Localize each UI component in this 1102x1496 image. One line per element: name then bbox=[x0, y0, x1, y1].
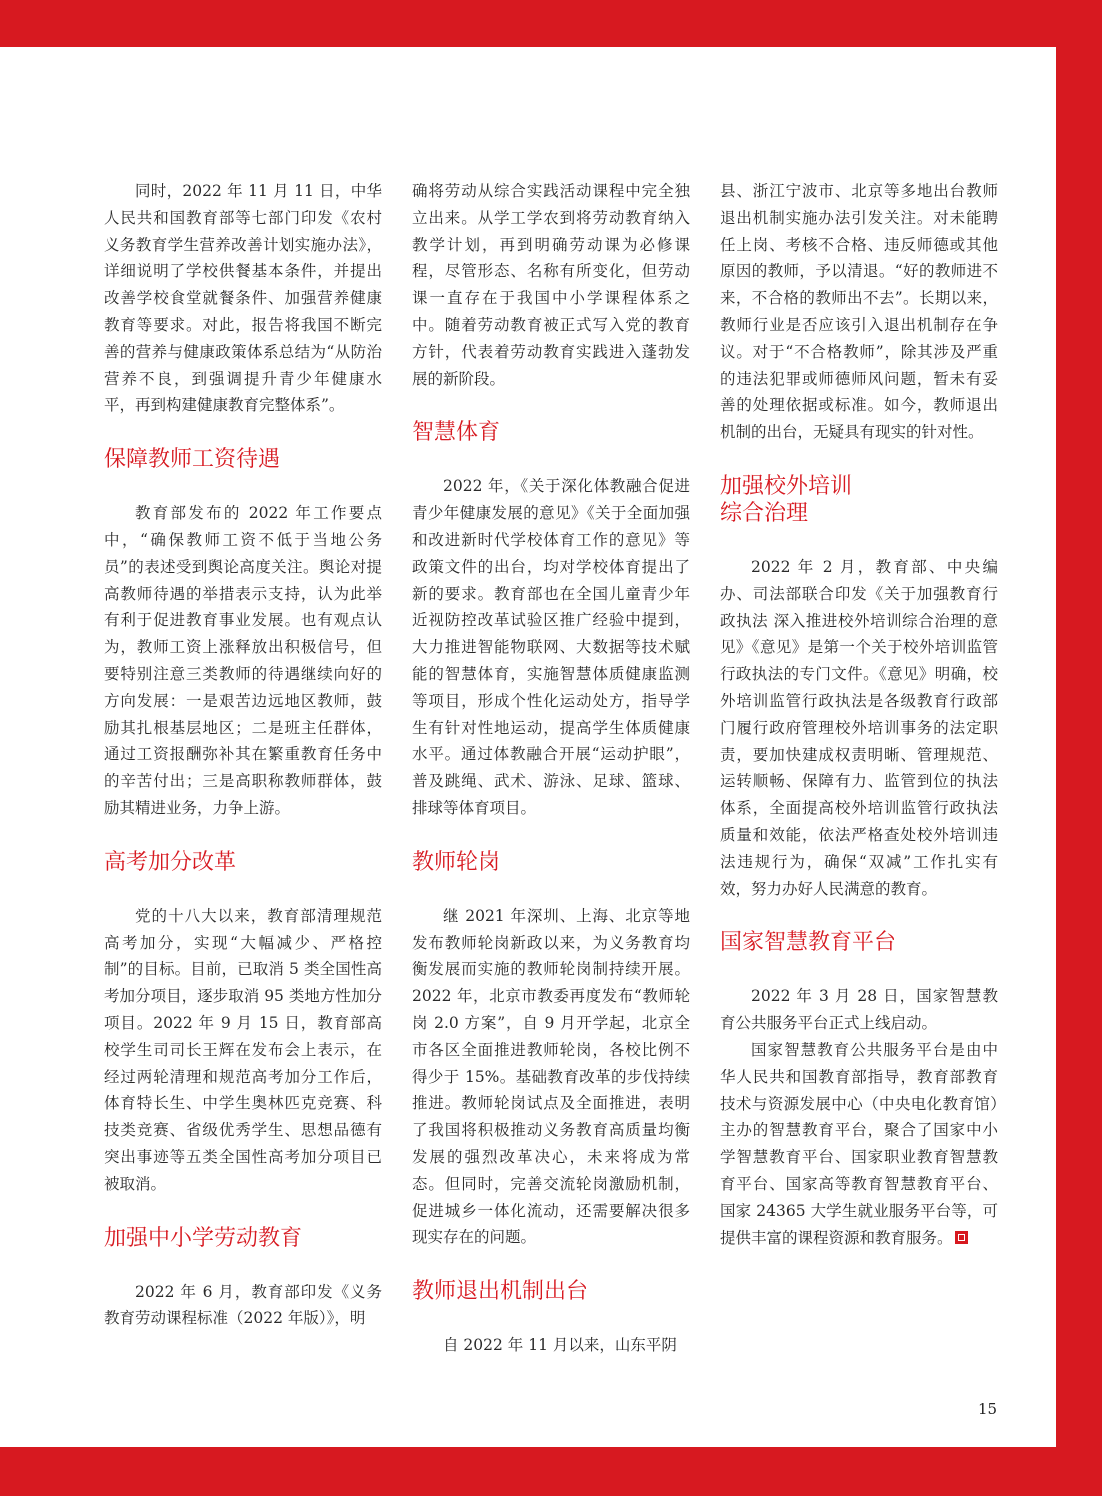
paragraph-platform-launch: 2022 年 3 月 28 日，国家智慧教育公共服务平台正式上线启动。 bbox=[720, 987, 998, 1033]
platform-description-text: 国家智慧教育公共服务平台是由中华人民共和国教育部指导，教育部教育技术与资源发展中心（中央电化教育馆）主办的智慧教育平台，聚合了国家中小学智慧教育平台、国家职业教育智慧教育平台、国家高等教育智慧教育平台、国家 24365 大学生就业服务平台等，可提供丰富的课程资源和教育服务。 bbox=[720, 1040, 998, 1247]
paragraph-platform-description bbox=[720, 1037, 998, 1251]
heading-offcampus-training-line2: 综合治理 bbox=[720, 500, 809, 526]
paragraph-labor-education: 2022 年 6 月，教育部印发《义务教育劳动课程标准（2022 年版）》，明 bbox=[104, 1282, 382, 1328]
page-number: 15 bbox=[978, 1400, 998, 1418]
heading-offcampus-training-line1: 加强校外培训 bbox=[720, 473, 853, 499]
heading-gaokao-reform: 高考加分改革 bbox=[104, 849, 237, 875]
paragraph-teacher-exit: 自 2022 年 11 月以来，山东平阴 bbox=[443, 1336, 677, 1355]
paragraph-nutrition: 同时，2022 年 11 月 11 日，中华人民共和国教育部等七部门印发《农村义务教育学生营养改善计划实施办法》，详细说明了学校供餐基本条件，并提出改善学校食堂就餐条件、加强营养健康教育等要求。对此，报告将我国不断完善的营养与健康政策体系总结为“从防治营养不良，到强调提升青少年健康水平，再到构建健康教育完整体系”。 bbox=[104, 182, 382, 415]
column-3 bbox=[720, 178, 998, 1251]
paragraph-labor-continued: 确将劳动从综合实践活动课程中完全独立出来。从学工学农到将劳动教育纳入教学计划，再到明确劳动课为必修课程，尽管形态、名称有所变化，但劳动课一直存在于我国中小学课程体系之中。随着劳动教育被正式写入党的教育方针，代表着劳动教育实践进入蓬勃发展的新阶段。 bbox=[412, 182, 690, 388]
page bbox=[0, 47, 1056, 1447]
column-1 bbox=[104, 178, 382, 1332]
paragraph-smart-sports: 2022 年，《关于深化体教融合促进青少年健康发展的意见》《关于全面加强和改进新时代学校体育工作的意见》等政策文件的出台，均对学校体育提出了新的要求。教育部也在全国儿童青少年近视防控改革试验区推广经验中提到，大力推进智能物联网、大数据等技术赋能的智慧体育，实施智慧体质健康监测等项目，形成个性化运动处方，指导学生有针对性地运动，提高学生体质健康水平。通过体教融合开展“运动护眼”，普及跳绳、武术、游泳、足球、篮球、排球等体育项目。 bbox=[412, 477, 690, 817]
heading-teacher-rotation: 教师轮岗 bbox=[412, 849, 501, 875]
article-end-icon bbox=[955, 1231, 968, 1244]
heading-teacher-exit: 教师退出机制出台 bbox=[412, 1279, 589, 1305]
paragraph-teacher-wages: 教育部发布的 2022 年工作要点中，“确保教师工资不低于当地公务员”的表述受到舆论高度关注。舆论对提高教师待遇的举措表示支持，认为此举有利于促进教育事业发展。也有观点认为，教师工资上涨释放出积极信号，但要特别注意三类教师的待遇继续向好的方向发展：一是艰苦边远地区教师，鼓励其扎根基层地区；二是班主任群体，通过工资报酬弥补其在繁重教育任务中的辛苦付出；三是高职称教师群体，鼓励其精进业务，力争上游。 bbox=[104, 504, 382, 817]
heading-teacher-wages: 保障教师工资待遇 bbox=[104, 447, 281, 473]
paragraph-offcampus-training: 2022 年 2 月，教育部、中央编办、司法部联合印发《关于加强教育行政执法 深入推进校外培训综合治理的意见》《意见》是第一个关于校外培训监管行政执法的专门文件。《意见》明确，校外培训监管行政执法是各级教育行政部门履行政府管理校外培训事务的法定职责，要加快建成权责明晰、管理规范、运转顺畅、保障有力、监管到位的执法体系，全面提高校外培训监管行政执法质量和效能，依法严格查处校外培训违法违规行为，确保“双减”工作扎实有效，努力办好人民满意的教育。 bbox=[720, 557, 998, 898]
heading-smart-education-platform: 国家智慧教育平台 bbox=[720, 930, 897, 956]
column-2 bbox=[412, 178, 690, 1359]
heading-smart-sports: 智慧体育 bbox=[412, 420, 501, 446]
heading-labor-education: 加强中小学劳动教育 bbox=[104, 1225, 303, 1251]
paragraph-teacher-rotation: 继 2021 年深圳、上海、北京等地发布教师轮岗新政以来，为义务教育均衡发展而实施的教师轮岗制持续开展。2022 年，北京市教委再度发布“教师轮岗 2.0 方案”，自 9 月开学起，北京全市各区全面推进教师轮岗，各校比例不得少于 15%。基础教育改革的步伐持续推进。教师轮岗试点及全面推进，表明了我国将积极推动义务教育高质量均衡发展的强烈改革决心，未来将成为常态。但同时，完善交流轮岗激励机制，促进城乡一体化流动，还需要解决很多现实存在的问题。 bbox=[412, 906, 690, 1247]
paragraph-exit-continued: 县、浙江宁波市、北京等多地出台教师退出机制实施办法引发关注。对未能聘任上岗、考核不合格、违反师德或其他原因的教师，予以清退。“好的教师进不来，不合格的教师出不去”。长期以来，教师行业是否应该引入退出机制存在争议。对于“不合格教师”，除其涉及严重的违法犯罪或师德师风问题，暂未有妥善的处理依据或标准。如今，教师退出机制的出台，无疑具有现实的针对性。 bbox=[720, 182, 998, 442]
paragraph-gaokao-reform: 党的十八大以来，教育部清理规范高考加分，实现“大幅减少、严格控制”的目标。目前，已取消 5 类全国性高考加分项目，逐步取消 95 类地方性加分项目。2022 年 9 月 15 日，教育部高校学生司司长王辉在发布会上表示，在经过两轮清理和规范高考加分工作后，体育特长生、中学生奥林匹克竞赛、科技类竞赛、省级优秀学生、思想品德有突出事迹等五类全国性高考加分项目已被取消。 bbox=[104, 906, 382, 1193]
